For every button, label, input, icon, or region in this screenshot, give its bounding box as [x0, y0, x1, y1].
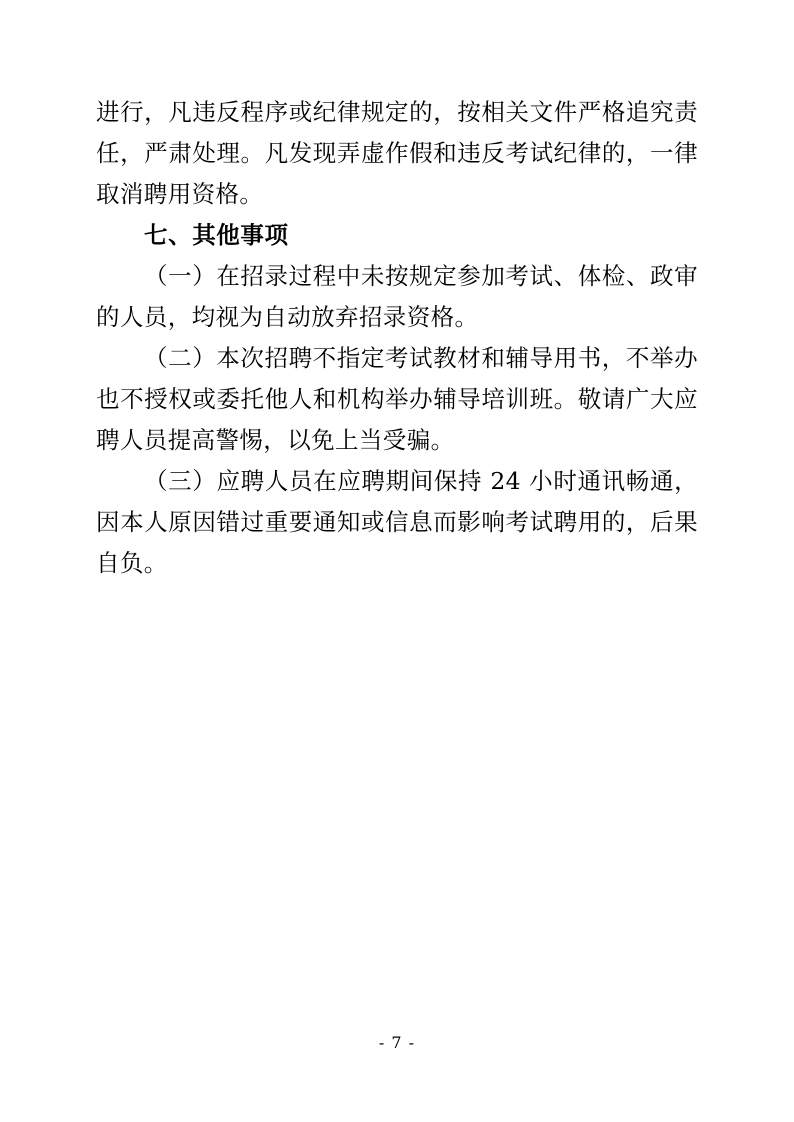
page-number-footer: - 7 -: [378, 1033, 416, 1052]
paragraph-item-three: （三）应聘人员在应聘期间保持 24 小时通讯畅通，因本人原因错过重要通知或信息而影响考试聘用的，后果自负。: [96, 467, 698, 577]
paragraph-item-one: （一）在招录过程中未按规定参加考试、体检、政审的人员，均视为自动放弃招录资格。: [96, 262, 698, 331]
section-heading-other-matters: 七、其他事项: [144, 221, 289, 249]
paragraph-continuation: 进行，凡违反程序或纪律规定的，按相关文件严格追究责任，严肃处理。凡发现弄虚作假和违反考试纪律的，一律取消聘用资格。: [96, 98, 698, 208]
document-body: [96, 92, 698, 584]
paragraph-item-two: （二）本次招聘不指定考试教材和辅导用书，不举办也不授权或委托他人和机构举办辅导培训班。敬请广大应聘人员提高警惕，以免上当受骗。: [96, 344, 698, 454]
